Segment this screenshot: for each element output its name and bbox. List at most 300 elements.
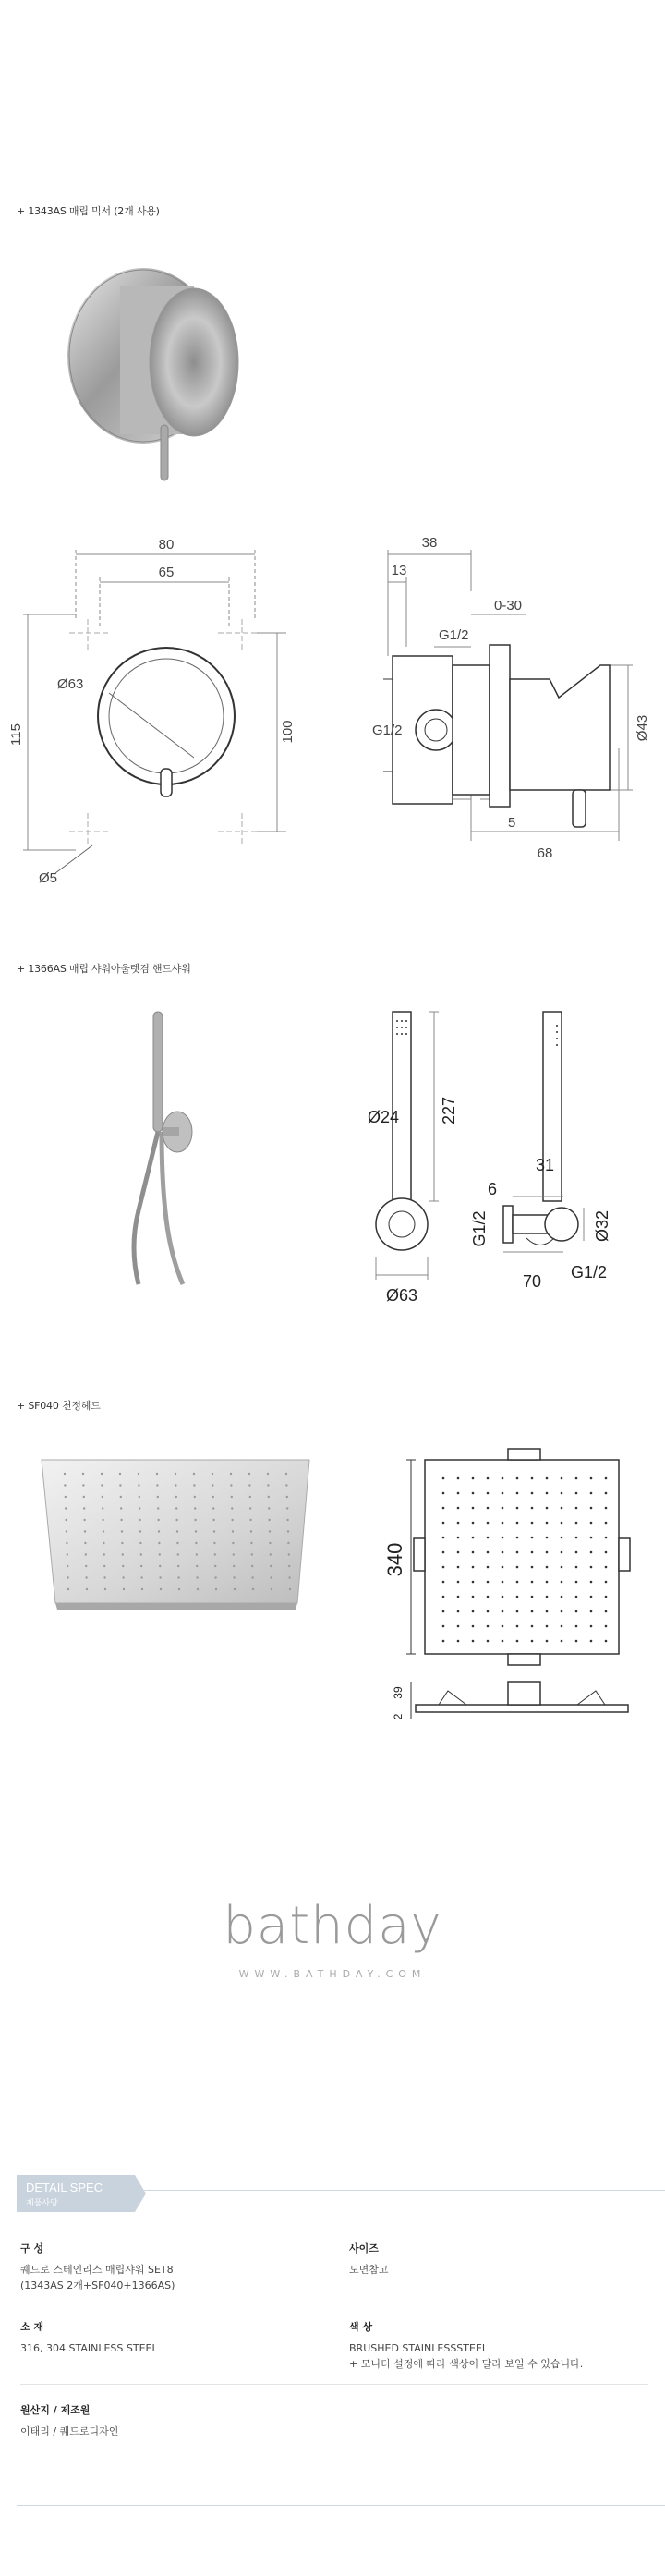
nozzle-dot (103, 1530, 104, 1532)
nozzle-dot (270, 1576, 272, 1578)
nozzle-dot (66, 1576, 68, 1578)
nozzle-dot (605, 1477, 608, 1480)
nozzle-dot (159, 1565, 161, 1567)
nozzle-dot (561, 1551, 563, 1554)
nozzle-dot (83, 1496, 85, 1498)
nozzle-dot (270, 1553, 272, 1555)
nozzle-dot (285, 1473, 287, 1475)
nozzle-dot (269, 1542, 271, 1544)
nozzle-dot (502, 1477, 504, 1480)
nozzle-dot (590, 1596, 593, 1598)
nozzle-dot (156, 1484, 158, 1486)
nozzle-dot (516, 1596, 519, 1598)
nozzle-dot (119, 1473, 121, 1475)
nozzle-dot (156, 1473, 158, 1475)
nozzle-dot (65, 1496, 66, 1498)
nozzle-dot (605, 1596, 608, 1598)
dim-340: 340 (383, 1542, 406, 1577)
nozzle-dot (119, 1484, 121, 1486)
nozzle-dot (233, 1553, 235, 1555)
nozzle-dot (575, 1477, 578, 1480)
dim-5-side: 5 (508, 815, 516, 831)
nozzle-dot (286, 1507, 288, 1509)
nozzle-dot (139, 1542, 141, 1544)
nozzle-dot (103, 1576, 105, 1578)
nozzle-dot (268, 1519, 270, 1521)
nozzle-dot (102, 1507, 103, 1509)
spec-color-line1: BRUSHED STAINLESSSTEEL (349, 2342, 489, 2354)
nozzle-dot (252, 1588, 254, 1590)
nozzle-dot (487, 1551, 490, 1554)
nozzle-dot (605, 1522, 608, 1525)
nozzle-dot (487, 1596, 490, 1598)
nozzle-dot (177, 1553, 179, 1555)
nozzle-dot (249, 1507, 251, 1509)
dim-0-30: 0-30 (494, 598, 523, 614)
nozzle-dot (269, 1530, 271, 1532)
head-photo (37, 1451, 323, 1617)
nozzle-dot (590, 1640, 593, 1643)
nozzle-dot (175, 1484, 176, 1486)
nozzle-dot (158, 1530, 160, 1532)
nozzle-dot (605, 1537, 608, 1539)
nozzle-dot (605, 1581, 608, 1584)
nozzle-dot (502, 1610, 504, 1613)
nozzle-dot (442, 1551, 445, 1554)
nozzle-dot (248, 1484, 250, 1486)
nozzle-dot (287, 1530, 289, 1532)
nozzle-dot (575, 1522, 578, 1525)
nozzle-dot (516, 1551, 519, 1554)
nozzle-dot (531, 1566, 534, 1569)
nozzle-dot (590, 1625, 593, 1628)
nozzle-dot (516, 1522, 519, 1525)
nozzle-dot (590, 1610, 593, 1613)
spec-size (349, 2241, 389, 2278)
spec-composition-line2: (1343AS 2개+SF040+1366AS) (20, 2279, 175, 2291)
nozzle-dot (531, 1610, 534, 1613)
nozzle-dot (214, 1565, 216, 1567)
nozzle-dot (83, 1507, 85, 1509)
nozzle-dot (502, 1596, 504, 1598)
nozzle-dot (502, 1537, 504, 1539)
nozzle-dot (590, 1551, 593, 1554)
nozzle-dot (546, 1625, 549, 1628)
nozzle-dot (472, 1477, 475, 1480)
nozzle-dot (101, 1484, 103, 1486)
spec-divider (20, 2384, 648, 2385)
nozzle-dot (442, 1537, 445, 1539)
handshower-drawing (342, 1007, 665, 1321)
nozzle-dot (546, 1537, 549, 1539)
nozzle-dot (561, 1507, 563, 1510)
nozzle-dot (140, 1565, 142, 1567)
nozzle-dot (159, 1576, 161, 1578)
nozzle-dot (103, 1542, 104, 1544)
nozzle-dot (502, 1492, 504, 1495)
nozzle-dot (213, 1530, 215, 1532)
nozzle-dot (251, 1553, 253, 1555)
nozzle-dot (590, 1522, 593, 1525)
dim-g12-hand-b: G1/2 (571, 1263, 608, 1282)
nozzle-dot (487, 1477, 490, 1480)
nozzle-dot (590, 1507, 593, 1510)
nozzle-dot (249, 1496, 251, 1498)
nozzle-dot (531, 1596, 534, 1598)
nozzle-dot (233, 1565, 235, 1567)
mixer-photo (55, 249, 240, 490)
dim-65: 65 (158, 565, 175, 580)
nozzle-dot (531, 1522, 534, 1525)
bathday-url: WWW.BATHDAY.COM (238, 1968, 427, 1980)
nozzle-dot (157, 1507, 159, 1509)
nozzle-dot (196, 1576, 198, 1578)
nozzle-dot (546, 1581, 549, 1584)
nozzle-dot (139, 1507, 140, 1509)
nozzle-dot (561, 1596, 563, 1598)
nozzle-dot (85, 1553, 87, 1555)
nozzle-dot (157, 1496, 159, 1498)
nozzle-dot (575, 1566, 578, 1569)
dim-115: 115 (8, 723, 24, 746)
nozzle-dot (214, 1553, 216, 1555)
nozzle-dot (122, 1553, 124, 1555)
nozzle-dot (487, 1581, 490, 1584)
nozzle-dot (457, 1596, 460, 1598)
nozzle-dot (502, 1640, 504, 1643)
nozzle-dot (546, 1610, 549, 1613)
nozzle-dot (232, 1542, 234, 1544)
nozzle-dot (487, 1610, 490, 1613)
nozzle-dot (546, 1477, 549, 1480)
nozzle-dot (176, 1530, 178, 1532)
dim-31: 31 (536, 1156, 555, 1174)
dim-80: 80 (158, 537, 175, 553)
spec-composition (20, 2241, 175, 2293)
nozzle-dot (472, 1492, 475, 1495)
nozzle-dot (66, 1553, 68, 1555)
nozzle-dot (487, 1492, 490, 1495)
nozzle-dot (531, 1625, 534, 1628)
nozzle-dot (605, 1492, 608, 1495)
nozzle-dot (516, 1507, 519, 1510)
nozzle-dot (140, 1553, 142, 1555)
nozzle-dot (561, 1522, 563, 1525)
nozzle-dot (251, 1565, 253, 1567)
nozzle-dot (605, 1566, 608, 1569)
spec-composition-label: 구 성 (20, 2242, 44, 2254)
nozzle-dot (605, 1625, 608, 1628)
nozzle-dot (268, 1496, 270, 1498)
nozzle-dot (103, 1553, 105, 1555)
dim-g12-left: G1/2 (372, 723, 403, 738)
nozzle-dot (487, 1522, 490, 1525)
nozzle-dot (64, 1484, 66, 1486)
nozzle-dot (561, 1477, 563, 1480)
nozzle-dot (138, 1484, 139, 1486)
nozzle-dot (65, 1519, 66, 1521)
spec-origin (20, 2402, 118, 2439)
nozzle-dot (101, 1473, 103, 1475)
nozzle-dot (590, 1581, 593, 1584)
nozzle-dot (561, 1492, 563, 1495)
nozzle-dot (231, 1496, 233, 1498)
nozzle-dot (138, 1473, 139, 1475)
nozzle-dot (194, 1507, 196, 1509)
nozzle-dot (546, 1492, 549, 1495)
nozzle-dot (457, 1477, 460, 1480)
nozzle-dot (231, 1519, 233, 1521)
nozzle-dot (250, 1542, 252, 1544)
nozzle-dot (249, 1519, 251, 1521)
nozzle-dot (457, 1581, 460, 1584)
nozzle-dot (487, 1537, 490, 1539)
nozzle-dot (233, 1576, 235, 1578)
nozzle-dot (288, 1565, 290, 1567)
nozzle-dot (457, 1537, 460, 1539)
spec-composition-line1: 퀘드로 스테인리스 매립샤워 SET8 (20, 2264, 174, 2276)
nozzle-dot (590, 1492, 593, 1495)
nozzle-dot (120, 1519, 122, 1521)
nozzle-dot (214, 1576, 216, 1578)
nozzle-dot (121, 1542, 123, 1544)
bathday-logo: bathday (223, 1896, 442, 1956)
dim-2: 2 (392, 1713, 405, 1720)
dim-6: 6 (488, 1180, 498, 1198)
nozzle-dot (605, 1640, 608, 1643)
nozzle-dot (516, 1625, 519, 1628)
nozzle-dot (285, 1484, 287, 1486)
spec-material-label: 소 재 (20, 2321, 44, 2333)
nozzle-dot (178, 1588, 180, 1590)
nozzle-dot (120, 1496, 122, 1498)
nozzle-dot (120, 1507, 122, 1509)
nozzle-dot (196, 1565, 198, 1567)
nozzle-dot (472, 1581, 475, 1584)
spec-tab-sub: 제품사양 (26, 2198, 58, 2207)
nozzle-dot (67, 1588, 69, 1590)
nozzle-dot (472, 1625, 475, 1628)
spec-color-label: 색 상 (349, 2321, 373, 2333)
nozzle-dot (175, 1507, 177, 1509)
nozzle-dot (531, 1537, 534, 1539)
nozzle-dot (123, 1588, 125, 1590)
nozzle-dot (516, 1537, 519, 1539)
nozzle-dot (472, 1537, 475, 1539)
dim-13: 13 (391, 563, 407, 578)
nozzle-dot (268, 1507, 270, 1509)
nozzle-dot (230, 1484, 232, 1486)
dim-63-hand: Ø63 (385, 1286, 418, 1305)
dim-g12-top: G1/2 (439, 627, 469, 643)
nozzle-dot (64, 1473, 66, 1475)
nozzle-dot (122, 1576, 124, 1578)
mixer-side-drawing (342, 527, 665, 896)
nozzle-dot (175, 1496, 177, 1498)
nozzle-dot (575, 1492, 578, 1495)
nozzle-dot (82, 1473, 84, 1475)
dim-63: Ø63 (57, 676, 84, 692)
nozzle-dot (139, 1530, 141, 1532)
nozzle-dot (267, 1484, 269, 1486)
nozzle-dot (575, 1581, 578, 1584)
nozzle-dot (502, 1566, 504, 1569)
spec-color (349, 2319, 583, 2372)
nozzle-dot (248, 1473, 250, 1475)
spec-tab-title: DETAIL SPEC (26, 2181, 103, 2194)
nozzle-dot (230, 1473, 232, 1475)
nozzle-dot (487, 1640, 490, 1643)
nozzle-dot (605, 1610, 608, 1613)
nozzle-dot (232, 1530, 234, 1532)
nozzle-dot (139, 1519, 140, 1521)
handshower-section-label: + 1366AS 매립 샤워아울렛겸 핸드샤워 (17, 963, 191, 975)
nozzle-dot (575, 1551, 578, 1554)
nozzle-dot (561, 1581, 563, 1584)
nozzle-dot (516, 1566, 519, 1569)
nozzle-dot (84, 1542, 86, 1544)
nozzle-dot (472, 1640, 475, 1643)
nozzle-dot (516, 1492, 519, 1495)
nozzle-dot (65, 1507, 66, 1509)
nozzle-dot (575, 1507, 578, 1510)
nozzle-dot (590, 1566, 593, 1569)
dim-227: 227 (440, 1096, 458, 1125)
nozzle-dot (561, 1640, 563, 1643)
nozzle-dot (271, 1588, 272, 1590)
nozzle-dot (286, 1519, 288, 1521)
spec-tab (17, 2175, 146, 2212)
nozzle-dot (487, 1566, 490, 1569)
nozzle-dot (215, 1588, 217, 1590)
dim-70: 70 (523, 1272, 542, 1291)
nozzle-dot (502, 1551, 504, 1554)
nozzle-dot (472, 1507, 475, 1510)
nozzle-dot (102, 1519, 103, 1521)
nozzle-dot (160, 1588, 162, 1590)
nozzle-dot (442, 1477, 445, 1480)
nozzle-dot (251, 1576, 253, 1578)
nozzle-dot (575, 1596, 578, 1598)
nozzle-dot (195, 1542, 197, 1544)
nozzle-dot (66, 1565, 68, 1567)
nozzle-dot (457, 1551, 460, 1554)
nozzle-dot (561, 1537, 563, 1539)
head-section-label: + SF040 천정헤드 (17, 1400, 101, 1412)
dim-43: Ø43 (635, 714, 650, 742)
nozzle-dot (442, 1507, 445, 1510)
nozzle-dot (193, 1473, 195, 1475)
nozzle-dot (516, 1610, 519, 1613)
spec-origin-label: 원산지 / 제조원 (20, 2404, 91, 2416)
nozzle-dot (195, 1530, 197, 1532)
nozzle-dot (213, 1542, 215, 1544)
nozzle-dot (175, 1519, 177, 1521)
nozzle-dot (516, 1477, 519, 1480)
nozzle-dot (457, 1566, 460, 1569)
nozzle-dot (141, 1588, 143, 1590)
nozzle-dot (85, 1565, 87, 1567)
nozzle-dot (442, 1640, 445, 1643)
nozzle-dot (196, 1553, 198, 1555)
nozzle-dot (442, 1522, 445, 1525)
dim-100: 100 (280, 720, 296, 744)
nozzle-dot (212, 1484, 213, 1486)
nozzle-dot (487, 1625, 490, 1628)
nozzle-dot (472, 1596, 475, 1598)
nozzle-dot (177, 1576, 179, 1578)
nozzle-dot (546, 1566, 549, 1569)
nozzle-dot (546, 1522, 549, 1525)
nozzle-dot (590, 1477, 593, 1480)
dim-32: Ø32 (593, 1209, 611, 1243)
spec-color-line2: + 모니터 설정에 따라 색상이 달라 보일 수 있습니다. (349, 2358, 584, 2370)
nozzle-dot (140, 1576, 142, 1578)
nozzle-dot (158, 1542, 160, 1544)
nozzle-dot (212, 1496, 214, 1498)
nozzle-dot (546, 1551, 549, 1554)
nozzle-dot (575, 1537, 578, 1539)
nozzle-dot (231, 1507, 233, 1509)
dim-24: Ø24 (368, 1108, 400, 1126)
nozzle-dot (197, 1588, 199, 1590)
nozzle-dot (122, 1565, 124, 1567)
nozzle-dot (289, 1588, 291, 1590)
nozzle-dot (531, 1492, 534, 1495)
nozzle-dot (442, 1581, 445, 1584)
nozzle-dot (502, 1507, 504, 1510)
spec-origin-line1: 이태리 / 퀘드로디자인 (20, 2425, 119, 2437)
nozzle-dot (102, 1496, 103, 1498)
nozzle-dot (270, 1565, 272, 1567)
nozzle-dot (288, 1576, 290, 1578)
nozzle-dot (472, 1551, 475, 1554)
nozzle-dot (502, 1522, 504, 1525)
nozzle-dot (104, 1588, 106, 1590)
nozzle-dot (502, 1581, 504, 1584)
nozzle-dot (212, 1507, 214, 1509)
spec-size-line1: 도면참고 (349, 2264, 389, 2276)
handshower-photo (111, 1007, 249, 1312)
nozzle-dot (82, 1484, 84, 1486)
nozzle-dot (561, 1610, 563, 1613)
nozzle-dot (139, 1496, 140, 1498)
nozzle-dot (531, 1551, 534, 1554)
nozzle-dot (212, 1519, 214, 1521)
nozzle-dot (575, 1640, 578, 1643)
nozzle-dot (457, 1507, 460, 1510)
nozzle-dot (121, 1530, 123, 1532)
nozzle-dot (546, 1596, 549, 1598)
nozzle-dot (531, 1507, 534, 1510)
nozzle-dot (288, 1553, 290, 1555)
nozzle-dot (472, 1566, 475, 1569)
nozzle-dot (194, 1496, 196, 1498)
nozzle-dot (457, 1522, 460, 1525)
nozzle-dot (516, 1581, 519, 1584)
nozzle-dot (157, 1519, 159, 1521)
nozzle-dot (457, 1610, 460, 1613)
dim-g12-hand-a: G1/2 (470, 1210, 489, 1247)
nozzle-dot (287, 1542, 289, 1544)
spec-size-label: 사이즈 (349, 2242, 379, 2254)
nozzle-dot (267, 1473, 269, 1475)
nozzle-dot (472, 1522, 475, 1525)
head-drawing (374, 1441, 660, 1728)
dim-38: 38 (421, 535, 438, 551)
nozzle-dot (575, 1610, 578, 1613)
nozzle-dot (531, 1581, 534, 1584)
